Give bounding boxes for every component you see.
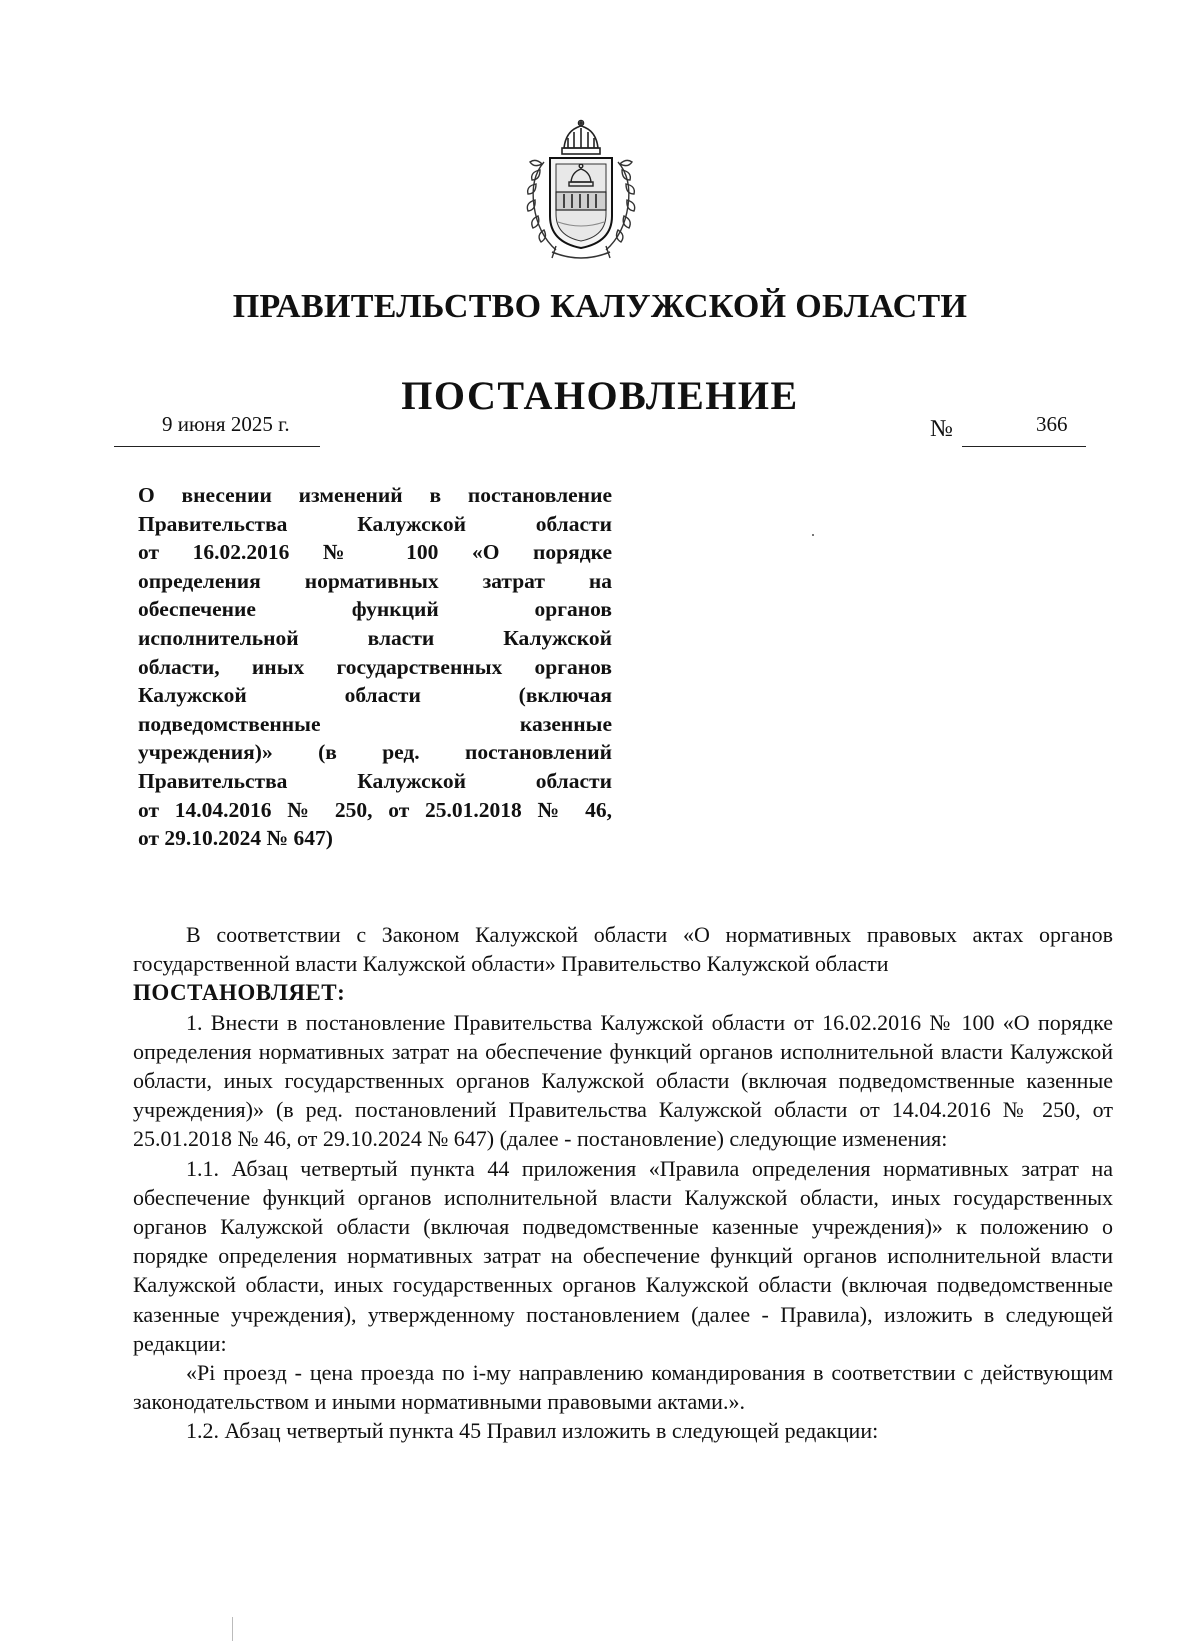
subject-line: определения нормативных затрат на <box>138 568 612 593</box>
resolves-heading <box>133 978 1113 1007</box>
document-type-heading: ПОСТАНОВЛЕНИЕ <box>401 373 799 418</box>
date-underline <box>114 446 320 447</box>
item-1-2-paragraph: 1.2. Абзац четвертый пункта 45 Правил изложить в следующей редакции: <box>186 1418 879 1444</box>
item-1-paragraph: 1. Внести в постановление Правительства Калужской области от 16.02.2016 № 100 «О порядке определения нормативных затрат на обеспечение функций органов исполнительной власти Калужской области, иных государственных органов Калужской области (включая подведомственные казенные учреждения)» (в ред. постановлений Правительства Калужской области от 14.04.2016 № 250, от 25.01.2018 № 46, от 29.10.2024 № 647) (далее - постановление) следующие изменения: <box>133 1009 1113 1152</box>
coat-of-arms-icon <box>516 118 646 266</box>
item-1-1-paragraph: 1.1. Абзац четвертый пункта 44 приложения «Правила определения нормативных затрат на обеспечение функций органов исполнительной власти Калужской области, иных государственных органов Калужской области (включая подведомственные казенные учреждения)» к положению о порядке определения нормативных затрат на обеспечение функций органов исполнительной власти Калужской области, иных государственных органов Калужской области (включая подведомственные казенные учреждения), утвержденному постановлением (далее - Правила), изложить в следующей редакции: <box>133 1155 1113 1356</box>
scan-artifact <box>232 1617 233 1641</box>
subject-line: исполнительной власти Калужской <box>138 625 612 650</box>
scan-speck <box>812 534 814 536</box>
subject-line: учреждения)» (в ред. постановлений <box>138 740 612 765</box>
subject-line: Правительства Калужской области <box>138 768 612 793</box>
quote-paragraph: «Pi проезд - цена проезда по i-му направлению командирования в соответствии с действующим законодательством и иными нормативными правовыми актами.». <box>133 1360 1113 1415</box>
document-body <box>133 920 1113 1446</box>
number-underline <box>962 446 1086 447</box>
subject-line: от 14.04.2016 № 250, от 25.01.2018 № 46, <box>138 797 612 822</box>
organization-title: ПРАВИТЕЛЬСТВО КАЛУЖСКОЙ ОБЛАСТИ <box>232 288 968 325</box>
subject-line: Калужской области (включая <box>138 683 612 708</box>
subject-line: Правительства Калужской области <box>138 511 612 536</box>
subject-line: обеспечение функций органов <box>138 597 612 622</box>
document-subject <box>138 481 612 853</box>
preamble-paragraph: В соответствии с Законом Калужской области «О нормативных правовых актах органов государственной власти Калужской области» Правительство Калужской области <box>133 922 1113 977</box>
document-date: 9 июня 2025 г. <box>162 412 290 436</box>
document-number: 366 <box>1036 412 1068 436</box>
subject-line: О внесении изменений в постановление <box>138 483 612 507</box>
resolves-word: ПОСТАНОВЛЯЕТ: <box>133 980 346 1006</box>
number-sign: № <box>930 416 953 442</box>
subject-line: от 16.02.2016 № 100 «О порядке <box>138 540 612 565</box>
subject-line: от 29.10.2024 № 647) <box>138 826 333 851</box>
subject-line: области, иных государственных органов <box>138 654 612 679</box>
subject-line: подведомственные казенные <box>138 711 612 736</box>
